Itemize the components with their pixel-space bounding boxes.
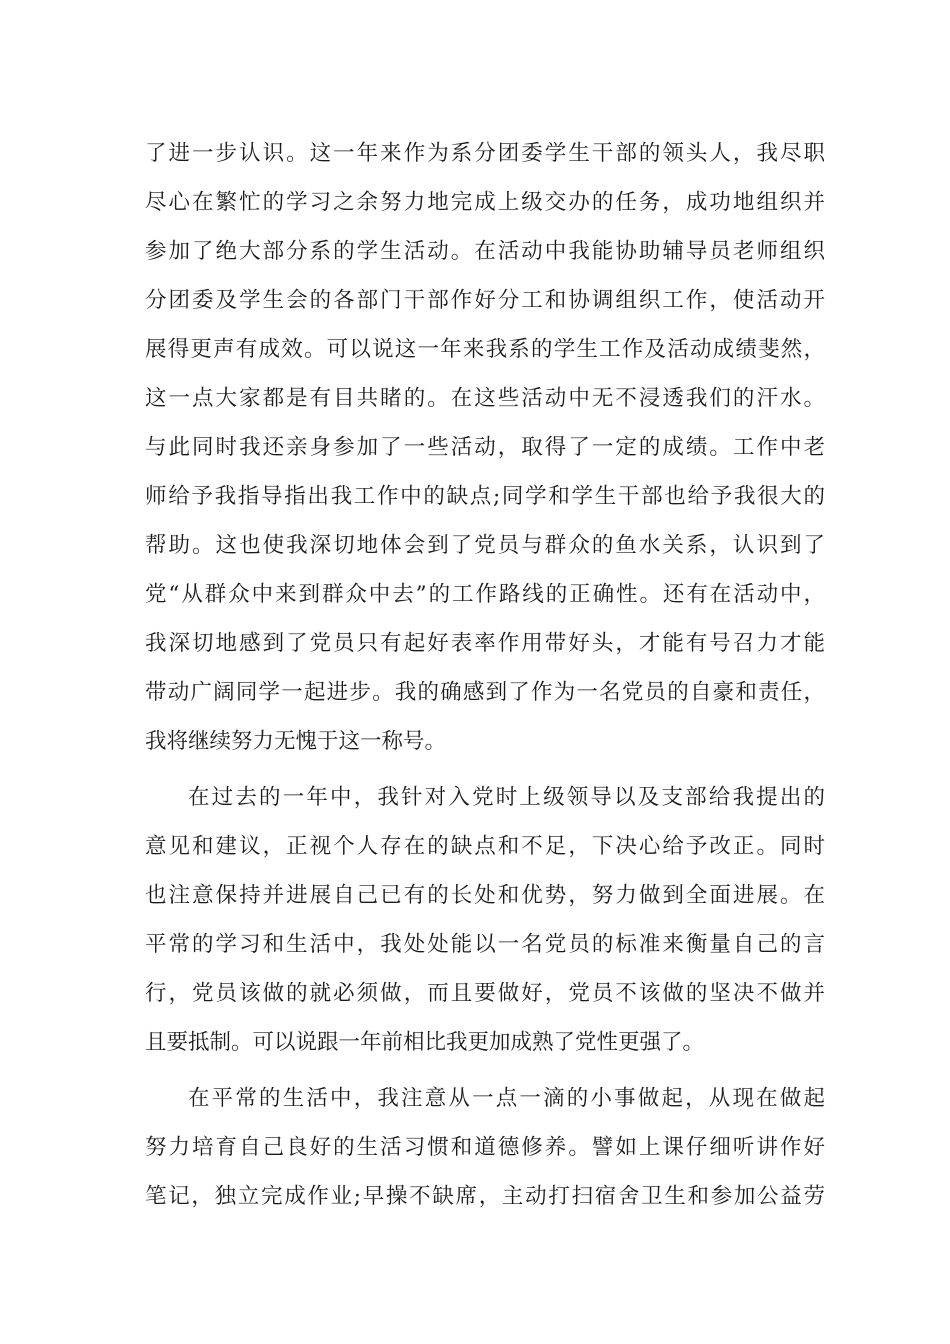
paragraph-1-line-9: 帮助。这也使我深切地体会到了党员与群众的鱼水关系，认识到了 [145, 533, 825, 558]
paragraph-1-line-1: 了进一步认识。这一年来作为系分团委学生干部的领头人，我尽职 [145, 141, 825, 166]
paragraph-2-line-4: 平常的学习和生活中，我处处能以一名党员的标准来衡量自己的言 [145, 932, 825, 957]
paragraph-1-line-2: 尽心在繁忙的学习之余努力地完成上级交办的任务，成功地组织并 [145, 190, 825, 215]
paragraph-2-line-6: 且要抵制。可以说跟一年前相比我更加成熟了党性更强了。 [145, 1030, 705, 1055]
paragraph-1-line-3: 参加了绝大部分系的学生活动。在活动中我能协助辅导员老师组织 [145, 239, 825, 264]
paragraph-2-line-5: 行，党员该做的就必须做，而且要做好，党员不该做的坚决不做并 [145, 981, 825, 1006]
paragraph-1-line-13: 我将继续努力无愧于这一称号。 [145, 729, 447, 754]
paragraph-2-line-2: 意见和建议，正视个人存在的缺点和不足，下决心给予改正。同时 [145, 834, 825, 859]
paragraph-3-line-3: 笔记，独立完成作业;早操不缺席，主动打扫宿舍卫生和参加公益劳 [145, 1184, 825, 1209]
paragraph-1-line-7: 与此同时我还亲身参加了一些活动，取得了一定的成绩。工作中老 [145, 435, 825, 460]
paragraph-1-line-6: 这一点大家都是有目共睹的。在这些活动中无不浸透我们的汗水。 [145, 386, 825, 411]
paragraph-3-line-1: 在平常的生活中，我注意从一点一滴的小事做起，从现在做起 [188, 1086, 825, 1111]
paragraph-1-line-11: 我深切地感到了党员只有起好表率作用带好头，才能有号召力才能 [145, 631, 825, 656]
paragraph-1-line-4: 分团委及学生会的各部门干部作好分工和协调组织工作，使活动开 [145, 288, 825, 313]
paragraph-1-line-12: 带动广阔同学一起进步。我的确感到了作为一名党员的自豪和责任， [145, 680, 825, 705]
paragraph-3-line-2: 努力培育自己良好的生活习惯和道德修养。譬如上课仔细听讲作好 [145, 1135, 825, 1160]
paragraph-1-line-10: 党“从群众中来到群众中去”的工作路线的正确性。还有在活动中， [145, 582, 825, 607]
paragraph-1-line-8: 师给予我指导指出我工作中的缺点;同学和学生干部也给予我很大的 [145, 484, 825, 509]
paragraph-2-line-3: 也注意保持并进展自己已有的长处和优势，努力做到全面进展。在 [145, 883, 825, 908]
paragraph-1-line-5: 展得更声有成效。可以说这一年来我系的学生工作及活动成绩斐然， [145, 337, 825, 362]
paragraph-2-line-1: 在过去的一年中，我针对入党时上级领导以及支部给我提出的 [188, 785, 825, 810]
